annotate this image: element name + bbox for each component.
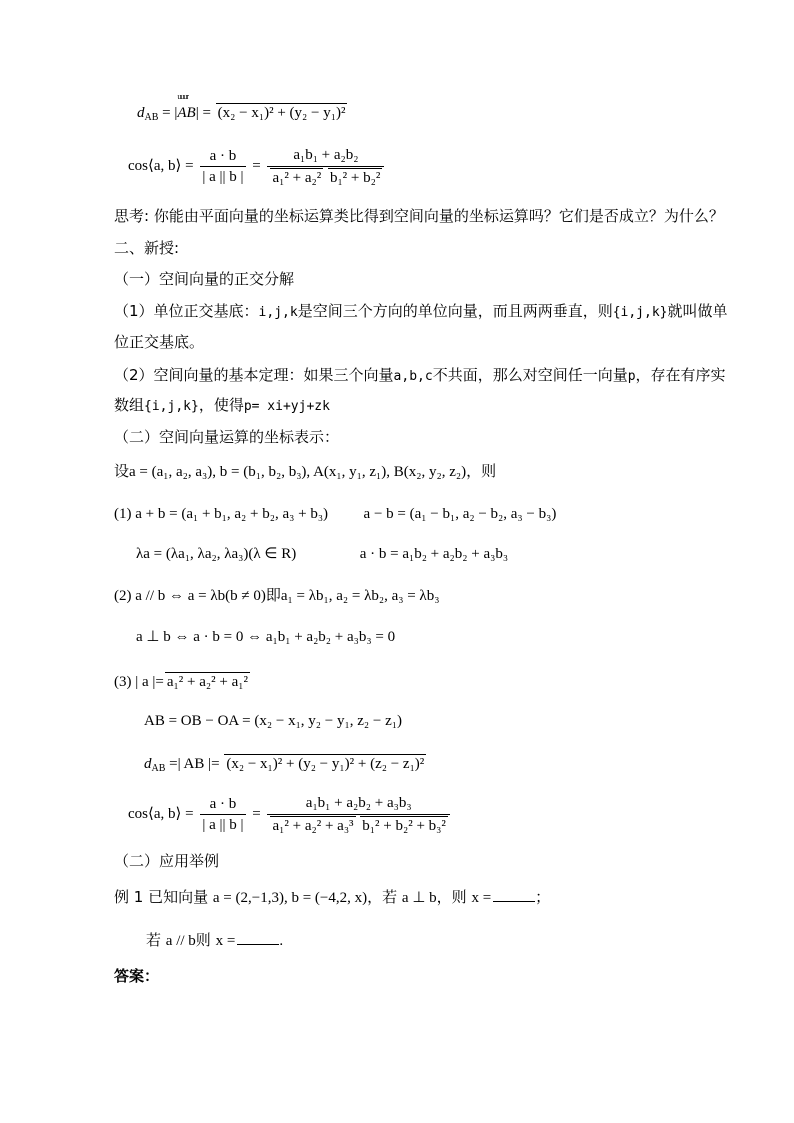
formula-dot: a · b = a₁b₂ + a₂b₂ + a₃b₃ bbox=[359, 546, 509, 562]
formula-add: a + b = (a₁ + b₁, a₂ + b₂, a₃ + b₃) bbox=[135, 506, 329, 522]
norm-radical: a₁² + a₂² + a₁² bbox=[166, 674, 248, 690]
paragraph-unit-basis-1: （1）单位正交基底：i,j,k是空间三个方向的单位向量，而且两两垂直，则{i,j,k}就叫做单 bbox=[114, 302, 728, 320]
cos3-fraction-vector: $\frac{a \cdot b}{| a || b |}$ bbox=[202, 795, 244, 834]
cos-den-vector: | a || b | bbox=[202, 169, 244, 186]
cosine-formula-3d: cos⟨a, b⟩ = $\frac{a \cdot b}{| a || b |}$ = $\frac{\text{a₁b₁ + a₂b₂ + a₃b₃}}{\text{a₁² + a₂² + a₃³ b₁² + b₂² + b₃²}}$ bbox=[128, 794, 453, 836]
distance-formula-3d: $d_{AB}$ =| AB |= (x₂ − x₁)² + (y₂ − y₁)² + (z₂ − z₁)² bbox=[144, 756, 425, 774]
cosine-formula-2d: cos⟨a, b⟩ = $\frac{a \cdot b}{| a || b |}$ = $\frac{\text{a₁b₁ + a₂b₂}}{\text{a₁² + a₂² b₁² + b₂²}}$ bbox=[128, 146, 387, 188]
subheading-orthogonal: （一）空间向量的正交分解 bbox=[114, 270, 295, 288]
cos-num-vector: a · b bbox=[200, 147, 245, 168]
cos3-fraction-coords: $\frac{\text{a₁b₁ + a₂b₂ + a₃b₃}}{\text{a₁² + a₂² + a₃³ b₁² + b₂² + b₃²}}$ bbox=[267, 794, 449, 836]
paragraph-basic-theorem-2: 数组{i,j,k}，使得p= xi+yj+zk bbox=[114, 396, 330, 414]
cos-lhs: cos⟨a, b⟩ = bbox=[128, 158, 194, 175]
dist-symbol: d bbox=[137, 105, 145, 121]
formula-parallel: (2) a // b ⇔ a = λb(b ≠ 0)即a₁ = λb₁, a₂ = λb₂, a₃ = λb₃ bbox=[114, 586, 440, 604]
answer-blank-1[interactable] bbox=[493, 901, 535, 902]
cos-num-coords: a₁b₁ + a₂b₂ bbox=[267, 146, 384, 167]
answer-label: 答案： bbox=[114, 967, 160, 985]
dist-subscript: AB bbox=[144, 112, 159, 123]
paragraph-unit-basis-2: 位正交基底。 bbox=[114, 333, 205, 351]
subheading-coordinate-ops: （二）空间向量运算的坐标表示： bbox=[114, 428, 340, 446]
section-heading-new: 二、新授: bbox=[114, 239, 180, 257]
subheading-examples: （二）应用举例 bbox=[114, 852, 220, 870]
formula-norm: (3) | a |= a₁² + a₂² + a₁² bbox=[114, 674, 248, 690]
cos-den-coords: a₁² + a₂² b₁² + b₂² bbox=[272, 169, 381, 186]
formula-vector-ab: AB = OB − OA = (x₂ − x₁, y₂ − y₁, z₂ − z₁) bbox=[144, 713, 402, 729]
sqrt-2d: (x₂ − x₁)² + (y₂ − y₁)² bbox=[217, 105, 346, 121]
cos-fraction-coords bbox=[267, 146, 384, 188]
example-1-line-1: 例 1 已知向量 a = (2,−1,3), b = (−4,2, x)，若 a ⊥ b，则 x = ； bbox=[114, 888, 551, 906]
formula-add-sub: (1) a + b = (a₁ + b₁, a₂ + b₂, a₃ + b₃) a − b = (a₁ − b₁, a₂ − b₂, a₃ − b₃) bbox=[114, 506, 557, 522]
think-question: 思考: 你能由平面向量的坐标运算类比得到空间向量的坐标运算吗？它们是否成立？为什么？ bbox=[114, 207, 724, 225]
example-1-line-2: 若 a // b则 x = . bbox=[146, 931, 284, 949]
formula-scalar-dot bbox=[136, 545, 508, 564]
formula-sub: a − b = (a₁ − b₁, a₂ − b₂, a₃ − b₃) bbox=[363, 506, 557, 522]
vector-ab: uuur AB bbox=[177, 104, 195, 123]
formula-perpendicular: a ⊥ b ⇔ a · b = 0 ⇔ a₁b₁ + a₂b₂ + a₃b₃ = 0 bbox=[136, 629, 396, 645]
answer-blank-2[interactable] bbox=[237, 944, 279, 945]
distance-formula-2d: $d_{AB}$ = |uuur AB| = (x₂ − x₁)² + (y₂ − y₁)² bbox=[137, 103, 347, 125]
distance-radical-3d: (x₂ − x₁)² + (y₂ − y₁)² + (z₂ − z₁)² bbox=[226, 756, 425, 772]
let-statement: 设a = (a₁, a₂, a₃), b = (b₁, b₂, b₃), A(x₁, y₁, z₁), B(x₂, y₂, z₂)，则 bbox=[114, 462, 497, 480]
cos-fraction-vector bbox=[200, 147, 245, 188]
formula-scalar: λa = (λa₁, λa₂, λa₃)(λ ∈ R) bbox=[136, 546, 297, 562]
paragraph-basic-theorem-1: （2）空间向量的基本定理：如果三个向量a,b,c不共面，那么对空间任一向量p，存在有序实 bbox=[114, 366, 726, 384]
let-expression: a = (a₁, a₂, a₃), b = (b₁, b₂, b₃), A(x₁, y₁, z₁), B(x₂, y₂, z₂) bbox=[129, 464, 467, 480]
